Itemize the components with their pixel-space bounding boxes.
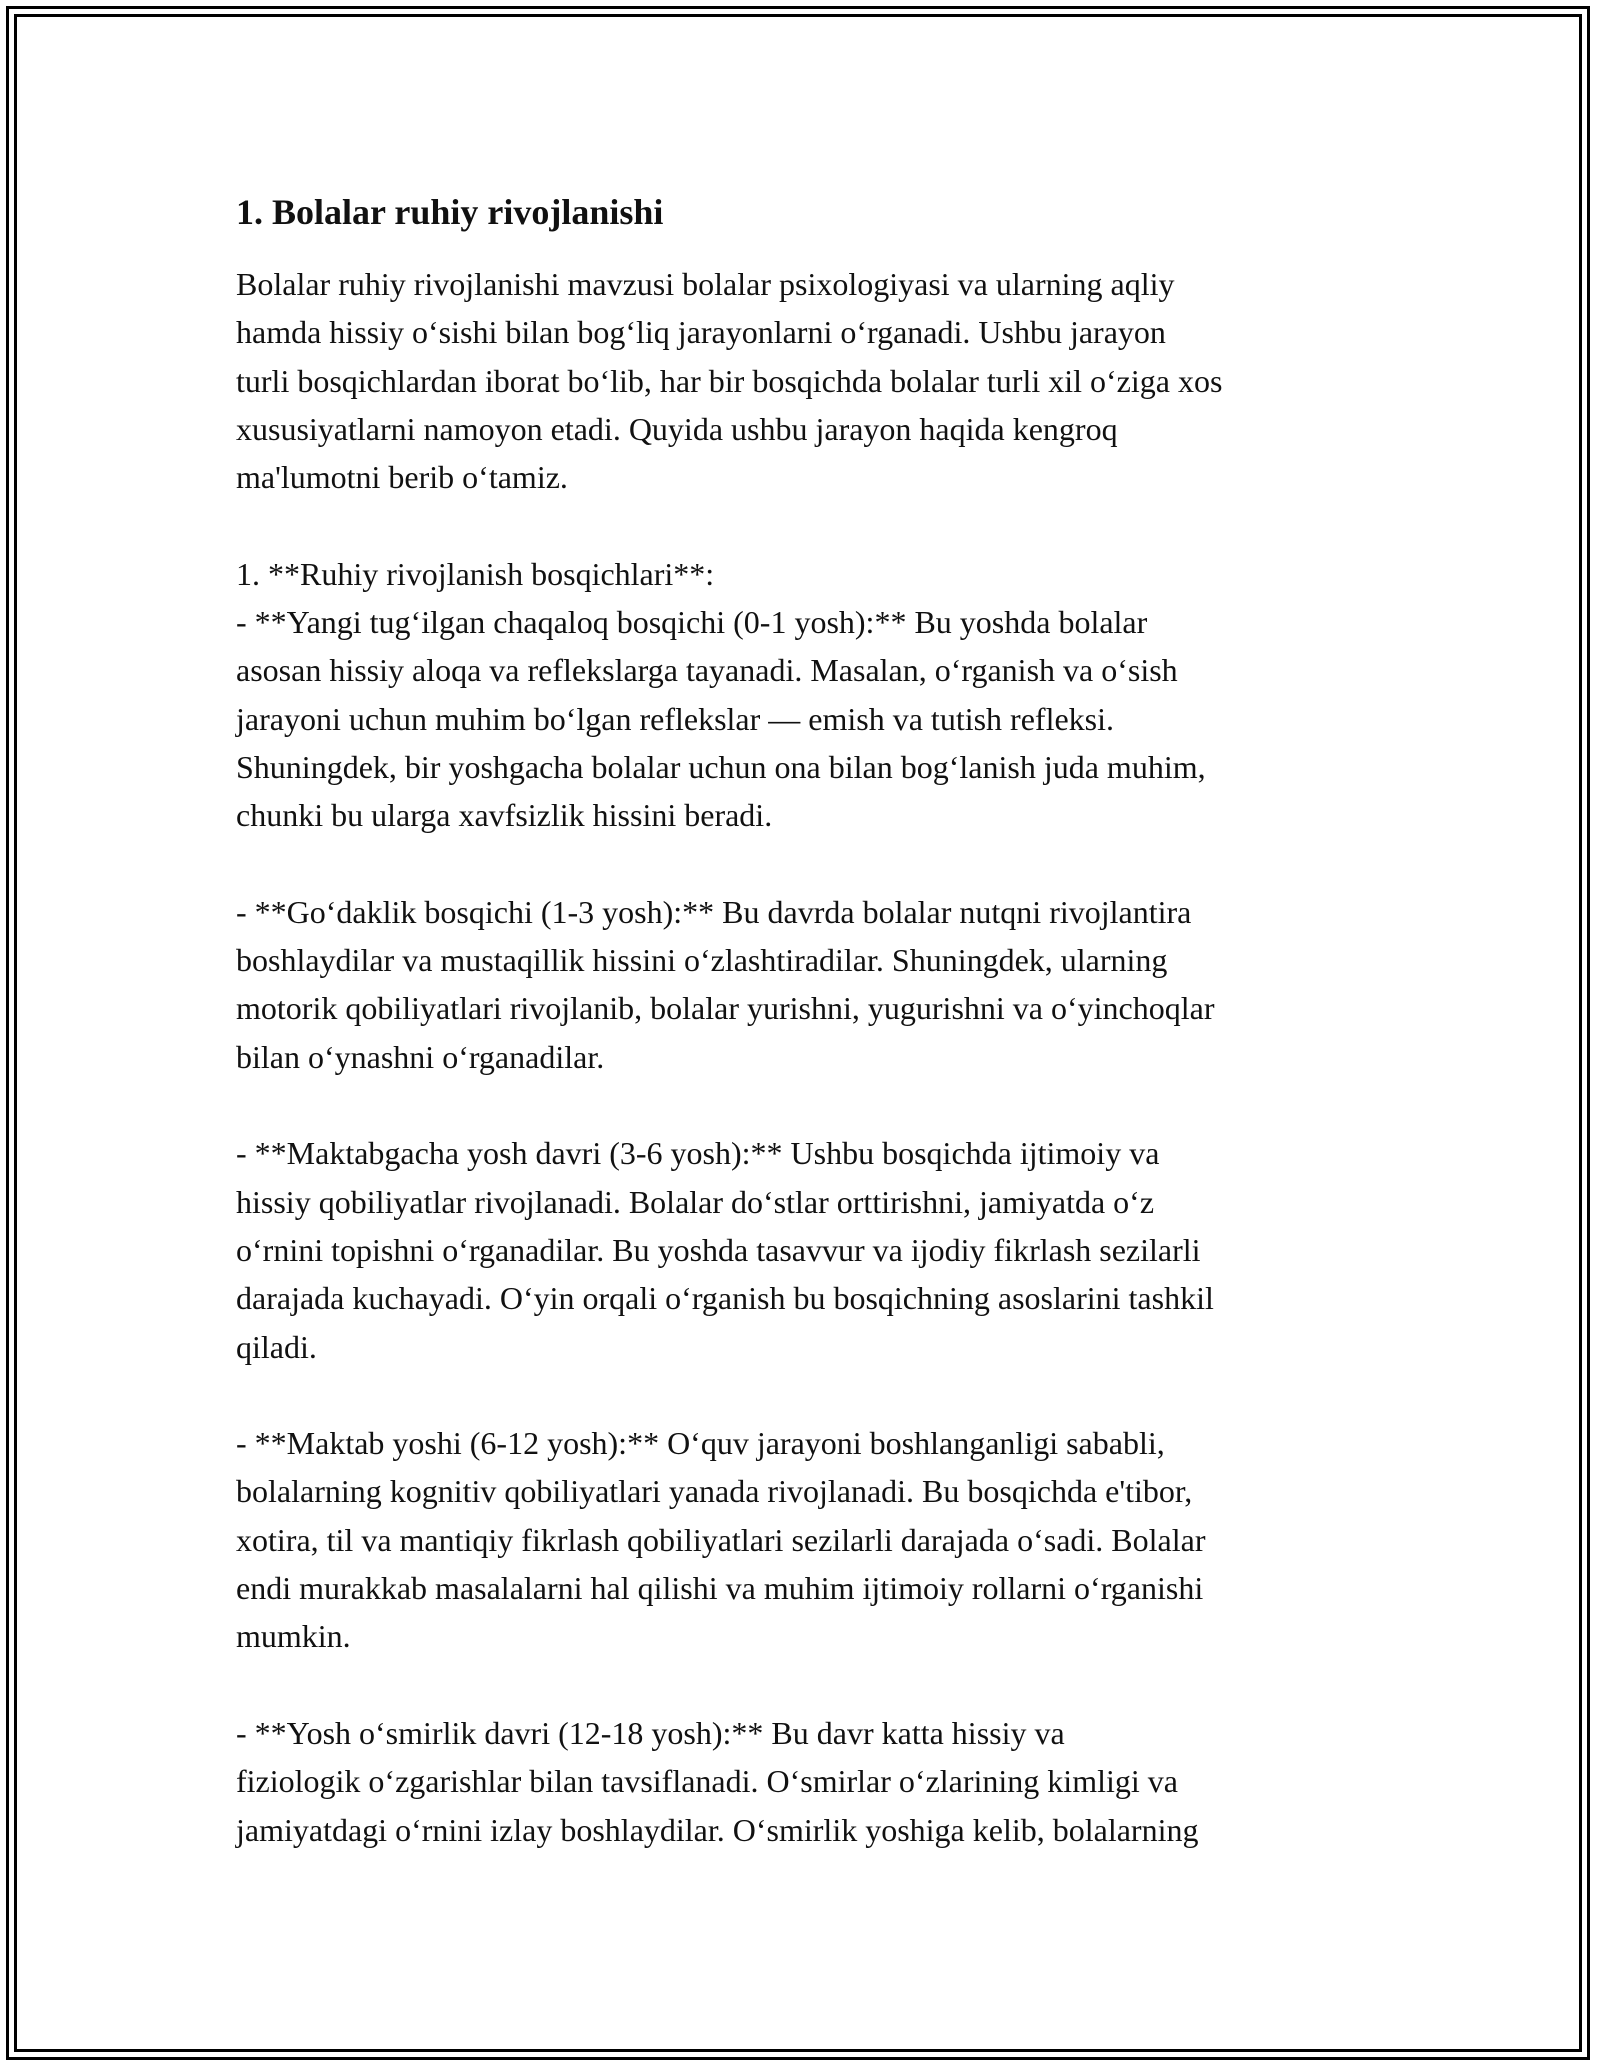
paragraph-spacer (236, 1371, 1376, 1419)
stage-paragraph-newborn: 1. **Ruhiy rivojlanish bosqichlari**: - **Yangi tug‘ilgan chaqaloq bosqichi (0-1 yosh):** Bu yoshda bolalar asosan hissiy aloqa va reflekslarga tayanadi. Masalan, o‘rganish va o‘sish jarayoni uchun muhim bo‘lgan reflekslar — emish va tutish refleksi. Shuningdek, bir yoshgacha bolalar uchun ona bilan bog‘lanish juda muhim, chunki bu ularga xavfsizlik hissini beradi. (236, 555, 1206, 834)
intro-paragraph: Bolalar ruhiy rivojlanishi mavzusi bolalar psixologiyasi va ularning aqliy hamda hissiy o‘sishi bilan bog‘liq jarayonlarni o‘rganadi. Ushbu jarayon turli bosqichlardan iborat bo‘lib, har bir bosqichda bolalar turli xil o‘ziga xos xususiyatlarni namoyon etadi. Quyida ushbu jarayon haqida kengroq ma'lumotni berib o‘tamiz. (236, 266, 1223, 496)
paragraph-spacer (236, 1081, 1376, 1129)
document-body (236, 188, 1376, 1854)
stage-paragraph-toddler: - **Go‘daklik bosqichi (1-3 yosh):** Bu davrda bolalar nutqni rivojlantira boshlaydilar va mustaqillik hissini o‘zlashtiradilar. Shuningdek, ularning motorik qobiliyatlari rivojlanib, bolalar yurishni, yugurishni va o‘yinchoqlar bilan o‘ynashni o‘rganadilar. (236, 893, 1215, 1075)
stage-paragraph-school-age: - **Maktab yoshi (6-12 yosh):** O‘quv jarayoni boshlanganligi sababli, bolalarning kognitiv qobiliyatlari yanada rivojlanadi. Bu bosqichda e'tibor, xotira, til va mantiqiy fikrlash qobiliyatlari sezilarli darajada o‘sadi. Bolalar endi murakkab masalalarni hal qilishi va muhim ijtimoiy rollarni o‘rganishi mumkin. (236, 1425, 1206, 1655)
paragraph-spacer (236, 501, 1376, 549)
paragraph-spacer (236, 840, 1376, 888)
stage-paragraph-preschool: - **Maktabgacha yosh davri (3-6 yosh):** Ushbu bosqichda ijtimoiy va hissiy qobiliyatlar rivojlanadi. Bolalar do‘stlar orttirishni, jamiyatda o‘z o‘rnini topishni o‘rganadilar. Bu yoshda tasavvur va ijodiy fikrlash sezilarli darajada kuchayadi. O‘yin orqali o‘rganish bu bosqichning asoslarini tashkil qiladi. (236, 1135, 1214, 1365)
stage-paragraph-adolescence: - **Yosh o‘smirlik davri (12-18 yosh):** Bu davr katta hissiy va fiziologik o‘zgarishlar bilan tavsiflanadi. O‘smirlar o‘zlarining kimligi va jamiyatdagi o‘rnini izlay boshlaydilar. O‘smirlik yoshiga kelib, bolalarning (236, 1714, 1199, 1848)
paragraph-spacer (236, 1661, 1376, 1709)
section-heading: 1. Bolalar ruhiy rivojlanishi (236, 192, 664, 232)
